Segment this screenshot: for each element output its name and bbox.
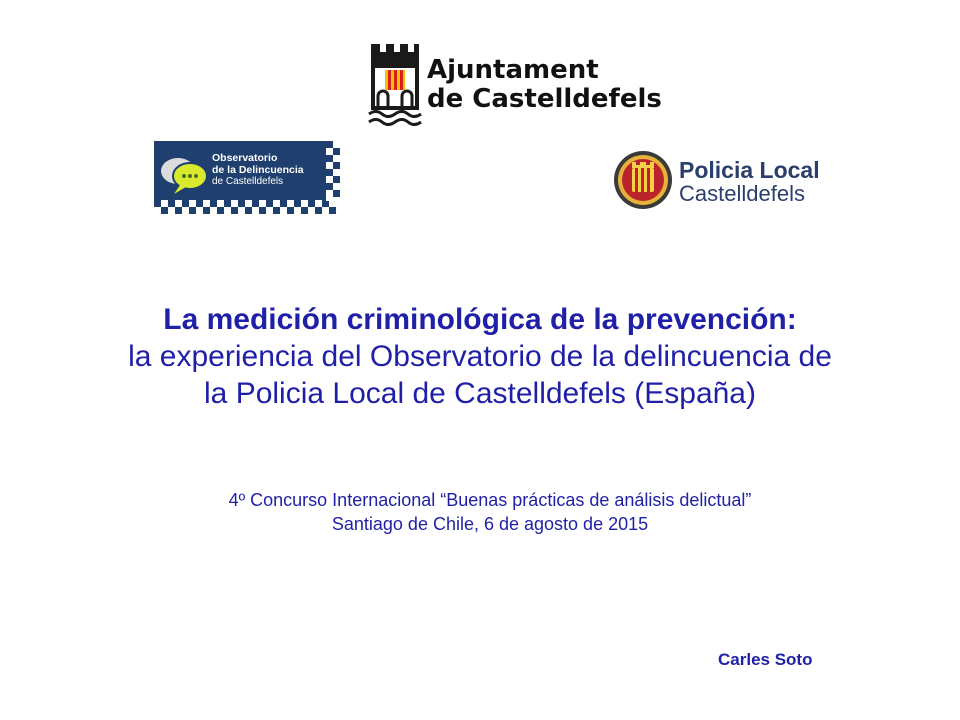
title-line3: la Policia Local de Castelldefels (España)	[204, 377, 756, 410]
presentation-title	[0, 301, 960, 412]
title-line1: La medición criminológica de la prevención:	[163, 303, 797, 336]
observatorio-line2: de la Delincuencia	[212, 164, 304, 176]
observatorio-text	[212, 152, 304, 188]
checker-pattern-right	[326, 141, 340, 214]
ajuntament-logo	[365, 40, 665, 130]
event-line2: Santiago de Chile, 6 de agosto de 2015	[331, 514, 649, 534]
castle-tower-icon	[365, 40, 425, 128]
police-badge-icon	[613, 147, 673, 213]
event-line1: 4º Concurso Internacional “Buenas prácticas de análisis delictual”	[228, 490, 752, 510]
author-name: Carles Soto	[718, 650, 813, 669]
speech-bubble-icon	[158, 151, 214, 201]
ajuntament-line1: Ajuntament	[427, 55, 599, 85]
observatorio-line3: de Castelldefels	[212, 176, 284, 187]
checker-pattern-bottom	[154, 200, 340, 214]
ajuntament-line2: de Castelldefels	[427, 84, 662, 114]
observatorio-line1: Observatorio	[212, 152, 278, 164]
observatorio-logo	[154, 141, 340, 214]
policia-line2: Castelldefels	[679, 181, 805, 206]
policia-local-logo	[613, 145, 833, 217]
policia-line1: Policia Local	[679, 157, 820, 183]
title-line2: la experiencia del Observatorio de la delincuencia de	[128, 340, 832, 373]
ajuntament-name	[427, 56, 662, 114]
event-info	[0, 488, 960, 536]
